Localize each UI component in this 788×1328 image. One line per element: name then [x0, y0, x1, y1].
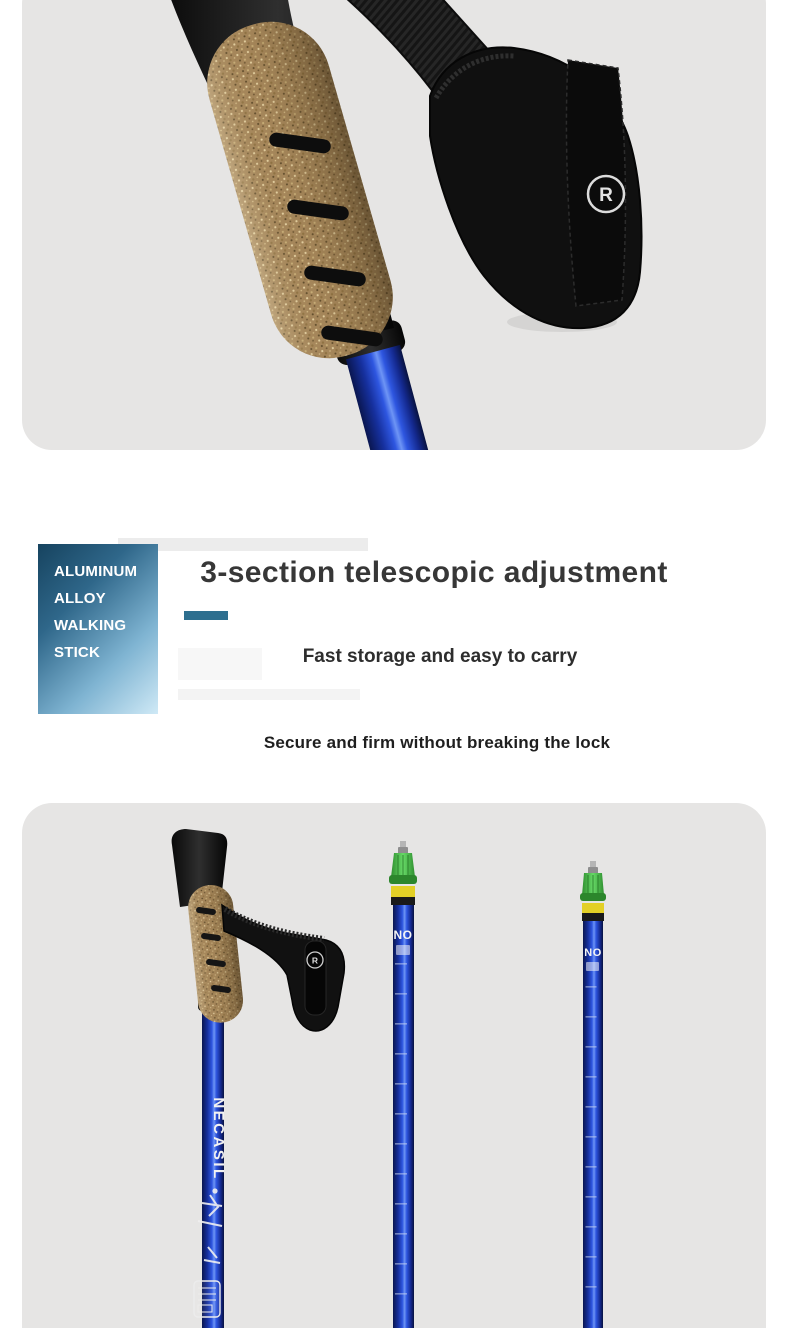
tip-pin-base — [588, 867, 598, 874]
handle-photo-panel — [22, 0, 766, 450]
right-section-shaft — [583, 921, 603, 1328]
tip-pin — [400, 841, 406, 847]
badge-line: WALKING — [54, 617, 127, 634]
accent-dash — [184, 611, 228, 620]
trademark-letter: R — [599, 185, 613, 206]
expander-collar — [580, 893, 606, 901]
brand-text-vertical: NECASIL — [210, 1097, 227, 1181]
pole-shaft-tube — [346, 345, 439, 450]
yellow-band — [582, 903, 604, 913]
badge-line: ALLOY — [54, 590, 106, 607]
black-band — [582, 913, 604, 921]
pole-sections-photo-panel — [22, 803, 766, 1328]
handle-photo — [22, 0, 766, 450]
wrist-strap-velcro — [566, 60, 625, 306]
cork-grip-small — [186, 883, 245, 1025]
ghost-artifact — [178, 689, 360, 700]
mid-pole-section — [389, 841, 417, 1328]
right-pole-section — [580, 861, 606, 1328]
trademark-letter: R — [311, 955, 319, 966]
disassembled-poles-photo — [22, 803, 766, 1328]
page-note: Secure and firm without breaking the lock — [263, 733, 611, 752]
black-band — [391, 897, 415, 905]
badge-line: STICK — [54, 644, 100, 661]
page-subtitle: Fast storage and easy to carry — [302, 646, 578, 667]
tip-pin — [590, 861, 596, 867]
pole-handle-section — [172, 829, 345, 1328]
shaft-logo-text: NO — [584, 947, 602, 959]
tip-pin-base — [398, 847, 408, 854]
page-title: 3-section telescopic adjustment — [200, 556, 668, 589]
spec-label — [194, 1281, 220, 1317]
badge-line: ALUMINUM — [54, 563, 138, 580]
expander-collar — [389, 875, 417, 884]
cork-grip — [193, 8, 407, 373]
shaft-logo-block — [396, 945, 410, 955]
yellow-band — [391, 886, 415, 897]
shaft-logo-text: NO — [393, 928, 413, 942]
shaft-logo-block — [586, 962, 599, 971]
